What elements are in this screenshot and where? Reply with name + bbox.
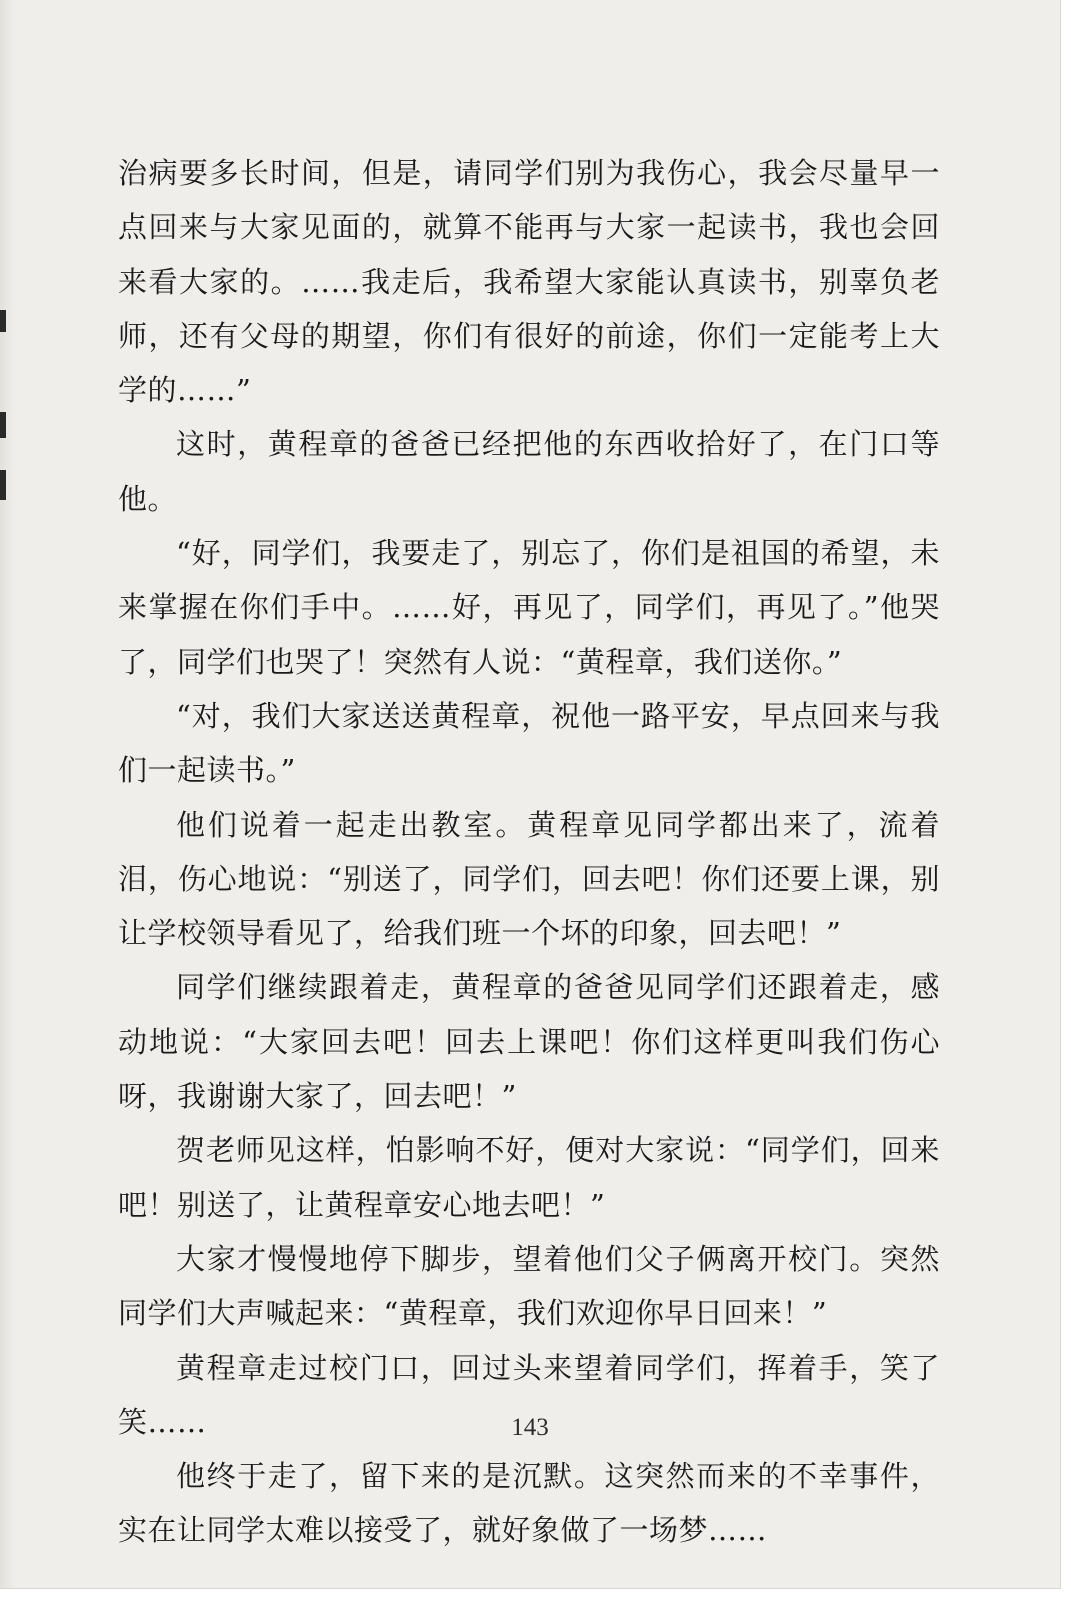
spine-shadow	[0, 0, 14, 1588]
edge-mark	[0, 470, 6, 500]
paragraph: 大家才慢慢地停下脚步，望着他们父子俩离开校门。突然同学们大声喊起来：“黄程章，我们欢迎你早日回来！”	[118, 1241, 940, 1331]
paragraph: 贺老师见这样，怕影响不好，便对大家说：“同学们，回来吧！别送了，让黄程章安心地去吧！”	[118, 1133, 940, 1222]
body-text	[118, 146, 940, 1558]
paragraph: 他终于走了，留下来的是沉默。这突然而来的不幸事件，实在让同学太难以接受了，就好象做了一场梦……	[118, 1459, 940, 1548]
edge-mark	[0, 310, 6, 332]
paragraph: 同学们继续跟着走，黄程章的爸爸见同学们还跟着走，感动地说：“大家回去吧！回去上课吧！你们这样更叫我们伤心呀，我谢谢大家了，回去吧！”	[118, 970, 940, 1114]
paragraph: 黄程章走过校门口，回过头来望着同学们，挥着手，笑了笑……	[118, 1350, 940, 1439]
page-number: 143	[511, 1414, 549, 1441]
edge-mark	[0, 412, 6, 438]
paragraph: 这时，黄程章的爸爸已经把他的东西收拾好了，在门口等他。	[118, 427, 940, 516]
paragraph: 他们说着一起走出教室。黄程章见同学都出来了，流着泪，伤心地说：“别送了，同学们，回去吧！你们还要上课，别让学校领导看见了，给我们班一个坏的印象，回去吧！”	[118, 807, 940, 951]
paragraph: “好，同学们，我要走了，别忘了，你们是祖国的希望，未来掌握在你们手中。……好，再见了，同学们，再见了。”他哭了，同学们也哭了！突然有人说：“黄程章，我们送你。”	[118, 536, 940, 679]
paragraph: 治病要多长时间，但是，请同学们别为我伤心，我会尽量早一点回来与大家见面的，就算不能再与大家一起读书，我也会回来看大家的。……我走后，我希望大家能认真读书，别辜负老师，还有父母的期望，你们有很好的前途，你们一定能考上大学的……”	[118, 156, 940, 408]
paragraph: “对，我们大家送送黄程章，祝他一路平安，早点回来与我们一起读书。”	[118, 698, 940, 788]
